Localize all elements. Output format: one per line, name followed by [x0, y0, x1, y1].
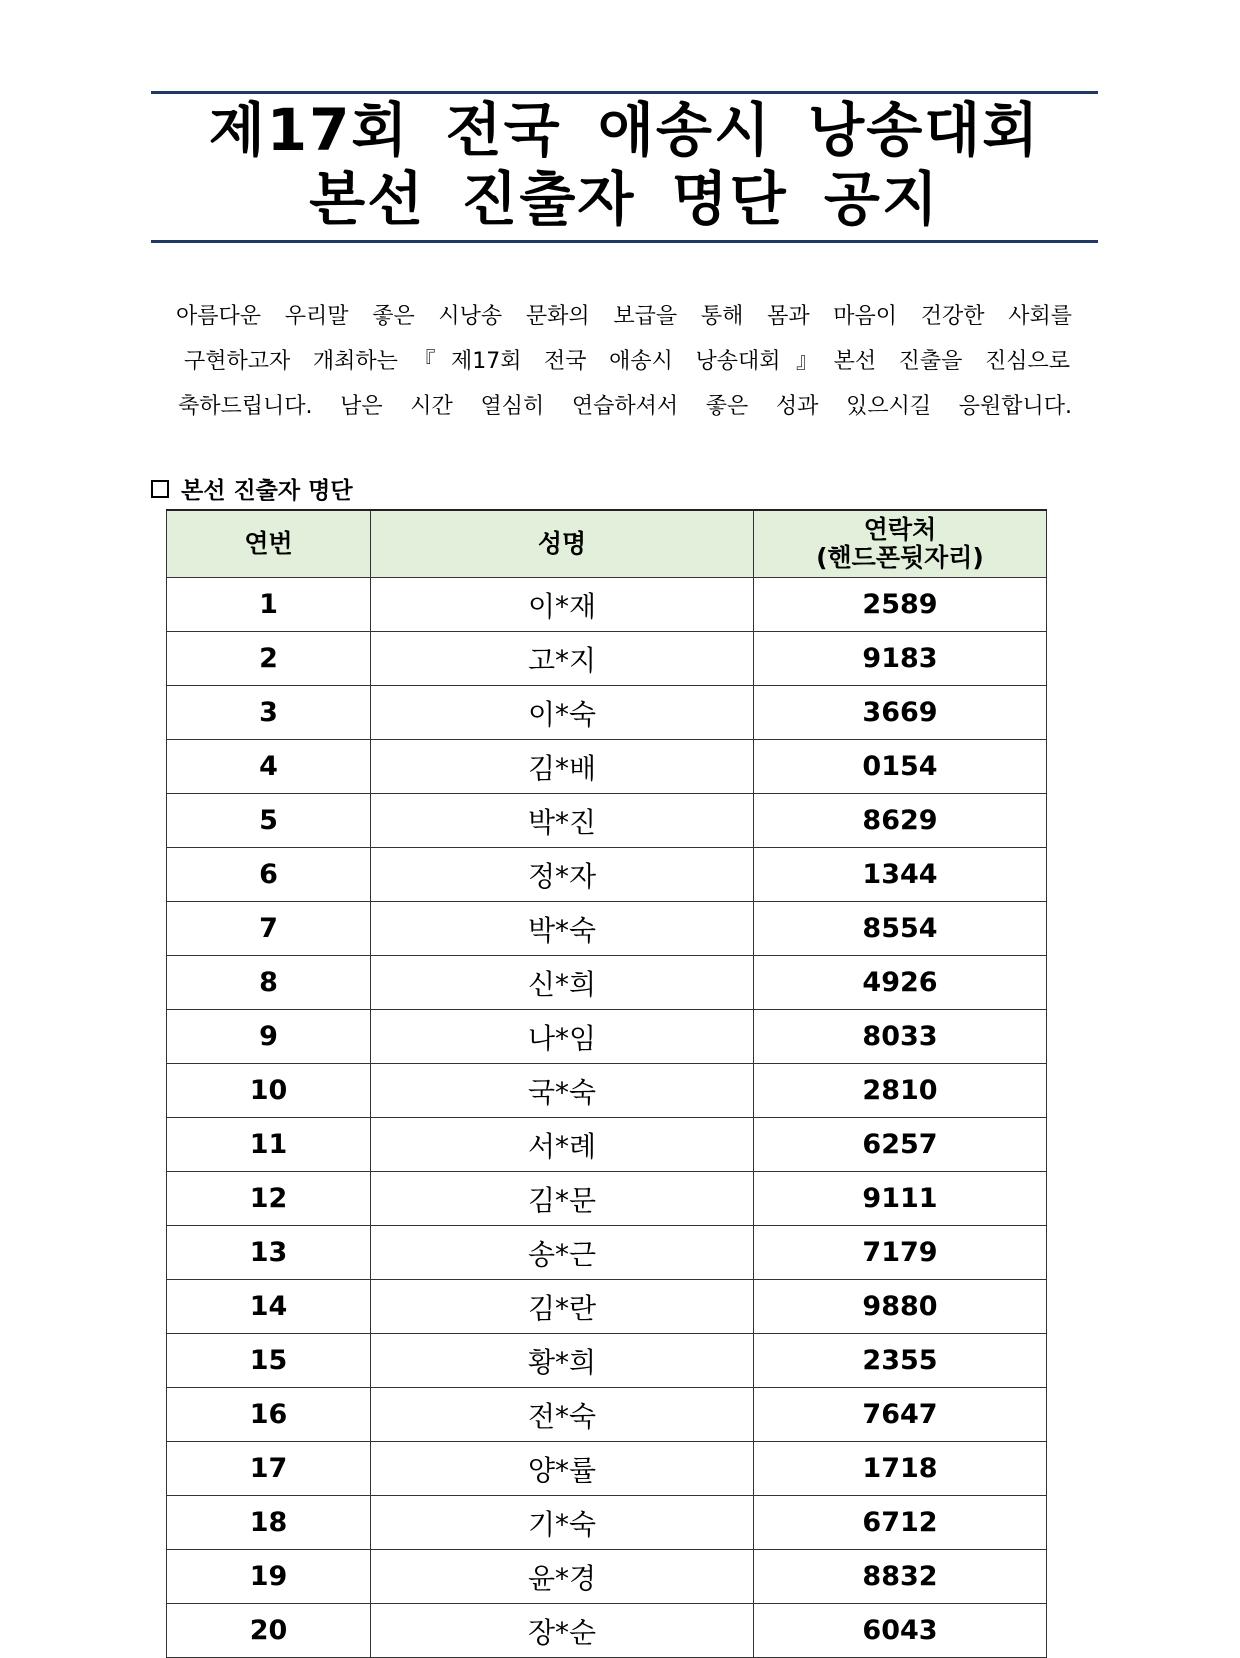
table-body: [167, 578, 1047, 1658]
table-row: [167, 956, 1047, 1010]
cell-number: 15: [167, 1334, 371, 1388]
cell-phone-last-digits: 7179: [754, 1226, 1047, 1280]
table-row: [167, 1442, 1047, 1496]
header-contact: [754, 510, 1047, 578]
table-row: [167, 1388, 1047, 1442]
header-contact-line-1: 연락처: [863, 515, 937, 544]
cell-phone-last-digits: 9183: [754, 632, 1047, 686]
cell-name: 양*률: [371, 1442, 754, 1496]
header-number: 연번: [167, 510, 371, 578]
table-row: [167, 1010, 1047, 1064]
cell-number: 13: [167, 1226, 371, 1280]
section-heading-label: 본선 진출자 명단: [181, 478, 353, 504]
header-name: 성명: [371, 510, 754, 578]
table-row: [167, 578, 1047, 632]
cell-name: 이*재: [371, 578, 754, 632]
cell-number: 19: [167, 1550, 371, 1604]
table-row: [167, 1604, 1047, 1658]
cell-number: 8: [167, 956, 371, 1010]
cell-phone-last-digits: 1344: [754, 848, 1047, 902]
cell-name: 전*숙: [371, 1388, 754, 1442]
table-row: [167, 1550, 1047, 1604]
table-row: [167, 740, 1047, 794]
page-title-line-1: 제17회 전국 애송시 낭송대회: [208, 96, 1041, 164]
table-row: [167, 1280, 1047, 1334]
cell-phone-last-digits: 4926: [754, 956, 1047, 1010]
cell-name: 김*란: [371, 1280, 754, 1334]
table-row: [167, 686, 1047, 740]
cell-number: 6: [167, 848, 371, 902]
section-heading: [151, 472, 353, 505]
page-title-line-2: 본선 진출자 명단 공지: [309, 165, 940, 233]
intro-line-3: 축하드립니다. 남은 시간 열심히 연습하셔서 좋은 성과 있으시길 응원합니다.: [178, 394, 1072, 419]
cell-name: 김*배: [371, 740, 754, 794]
table-header-row: [167, 510, 1047, 578]
cell-number: 20: [167, 1604, 371, 1658]
table-row: [167, 1496, 1047, 1550]
cell-number: 18: [167, 1496, 371, 1550]
intro-line-2: 구현하고자 개최하는『제17회 전국 애송시 낭송대회』본선 진출을 진심으로: [184, 349, 1070, 374]
intro-line-1: 아름다운 우리말 좋은 시낭송 문화의 보급을 통해 몸과 마음이 건강한 사회를: [176, 304, 1072, 329]
cell-number: 7: [167, 902, 371, 956]
cell-phone-last-digits: 2589: [754, 578, 1047, 632]
cell-number: 10: [167, 1064, 371, 1118]
cell-number: 11: [167, 1118, 371, 1172]
title-rule-top: [151, 91, 1098, 94]
cell-name: 박*숙: [371, 902, 754, 956]
cell-phone-last-digits: 1718: [754, 1442, 1047, 1496]
cell-name: 나*임: [371, 1010, 754, 1064]
cell-phone-last-digits: 8033: [754, 1010, 1047, 1064]
cell-name: 김*문: [371, 1172, 754, 1226]
cell-phone-last-digits: 8832: [754, 1550, 1047, 1604]
table-row: [167, 794, 1047, 848]
cell-number: 2: [167, 632, 371, 686]
cell-name: 기*숙: [371, 1496, 754, 1550]
header-contact-line-2: (핸드폰뒷자리): [816, 543, 984, 572]
cell-name: 고*지: [371, 632, 754, 686]
cell-name: 정*자: [371, 848, 754, 902]
cell-name: 이*숙: [371, 686, 754, 740]
table-row: [167, 1118, 1047, 1172]
cell-name: 송*근: [371, 1226, 754, 1280]
cell-name: 서*례: [371, 1118, 754, 1172]
cell-phone-last-digits: 0154: [754, 740, 1047, 794]
table-row: [167, 1064, 1047, 1118]
cell-phone-last-digits: 9880: [754, 1280, 1047, 1334]
cell-phone-last-digits: 6257: [754, 1118, 1047, 1172]
cell-number: 16: [167, 1388, 371, 1442]
square-bullet-icon: [151, 480, 169, 498]
cell-number: 9: [167, 1010, 371, 1064]
table-row: [167, 1226, 1047, 1280]
cell-number: 17: [167, 1442, 371, 1496]
cell-number: 14: [167, 1280, 371, 1334]
cell-number: 12: [167, 1172, 371, 1226]
cell-number: 4: [167, 740, 371, 794]
cell-name: 윤*경: [371, 1550, 754, 1604]
cell-phone-last-digits: 2810: [754, 1064, 1047, 1118]
cell-phone-last-digits: 6043: [754, 1604, 1047, 1658]
intro-paragraph: [170, 294, 1070, 429]
finalists-table: [166, 509, 1047, 1658]
cell-name: 신*희: [371, 956, 754, 1010]
cell-phone-last-digits: 8629: [754, 794, 1047, 848]
cell-name: 장*순: [371, 1604, 754, 1658]
cell-name: 국*숙: [371, 1064, 754, 1118]
cell-phone-last-digits: 6712: [754, 1496, 1047, 1550]
cell-number: 1: [167, 578, 371, 632]
table-row: [167, 632, 1047, 686]
cell-phone-last-digits: 3669: [754, 686, 1047, 740]
cell-phone-last-digits: 2355: [754, 1334, 1047, 1388]
table-row: [167, 902, 1047, 956]
cell-phone-last-digits: 7647: [754, 1388, 1047, 1442]
cell-name: 박*진: [371, 794, 754, 848]
title-rule-bottom: [151, 240, 1098, 243]
table-row: [167, 848, 1047, 902]
cell-number: 3: [167, 686, 371, 740]
table-row: [167, 1334, 1047, 1388]
table-row: [167, 1172, 1047, 1226]
cell-name: 황*희: [371, 1334, 754, 1388]
cell-phone-last-digits: 9111: [754, 1172, 1047, 1226]
cell-number: 5: [167, 794, 371, 848]
cell-phone-last-digits: 8554: [754, 902, 1047, 956]
